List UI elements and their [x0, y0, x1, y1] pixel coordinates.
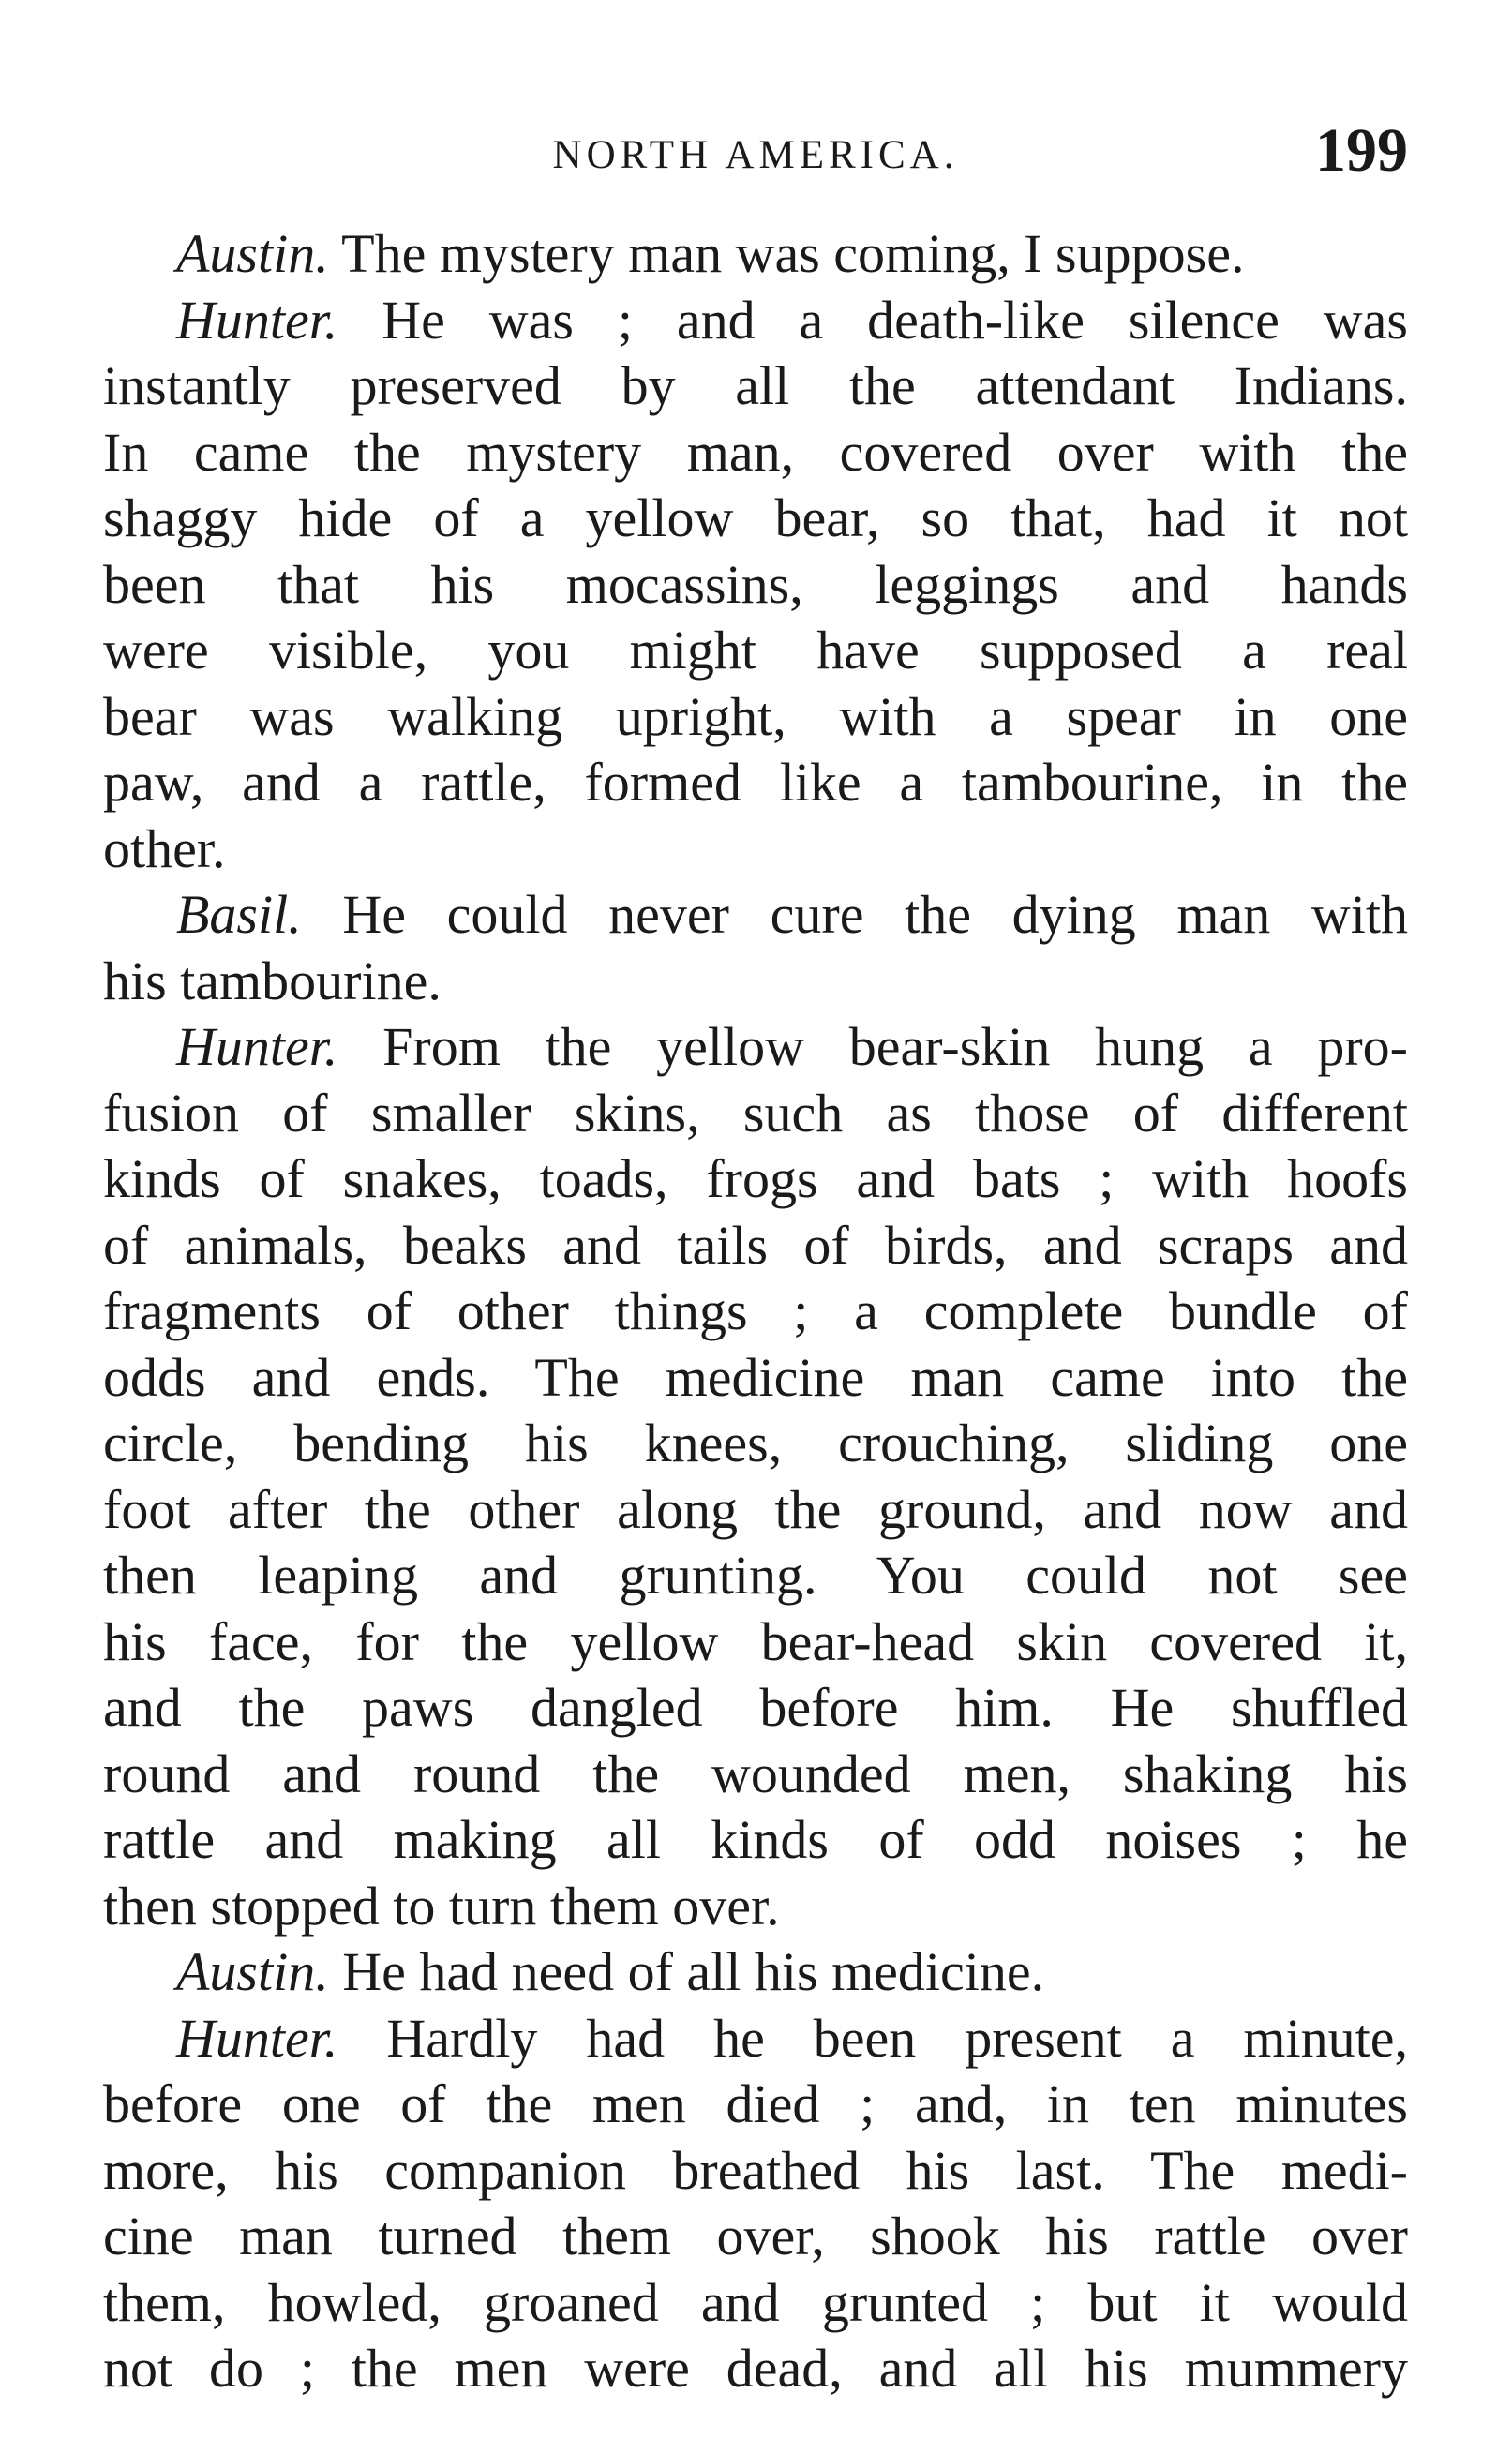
line-text: The mystery man was coming, I suppose. — [328, 223, 1245, 284]
text-line — [103, 2072, 1408, 2138]
speaker-name: Hunter. — [176, 1016, 338, 1077]
text-line — [103, 1543, 1408, 1609]
line-text: before one of the men died ; and, in ten minutes — [103, 2073, 1408, 2134]
text-line — [103, 221, 1408, 288]
text-line — [103, 1146, 1408, 1213]
line-text: He could never cure the dying man with — [301, 884, 1408, 945]
line-text: instantly preserved by all the attendant Indians. — [103, 355, 1408, 416]
line-text: then stopped to turn them over. — [103, 1875, 780, 1937]
text-line — [103, 1279, 1408, 1345]
body-text — [103, 221, 1408, 2402]
text-line — [103, 1345, 1408, 1412]
text-line — [103, 1081, 1408, 1147]
line-text: then leaping and grunting. You could not see — [103, 1545, 1408, 1606]
text-line — [103, 1609, 1408, 1676]
page-number: 199 — [1315, 116, 1408, 185]
line-text: He was ; and a death-like silence was — [337, 289, 1408, 351]
line-text: not do ; the men were dead, and all his mummery — [103, 2338, 1408, 2399]
line-text: of animals, beaks and tails of birds, and scraps and — [103, 1214, 1408, 1276]
text-line — [103, 1874, 1408, 1940]
line-text: shaggy hide of a yellow bear, so that, had it not — [103, 487, 1408, 548]
text-line — [103, 2270, 1408, 2337]
line-text: paw, and a rattle, formed like a tambourine, in the — [103, 752, 1408, 813]
text-line — [103, 2336, 1408, 2402]
text-line — [103, 353, 1408, 420]
line-text: From the yellow bear-skin hung a pro- — [337, 1016, 1408, 1077]
line-text: bear was walking upright, with a spear in one — [103, 685, 1408, 747]
text-line — [103, 1014, 1408, 1081]
text-line — [103, 1742, 1408, 1808]
text-line — [103, 2204, 1408, 2270]
line-text: kinds of snakes, toads, frogs and bats ; with hoofs — [103, 1148, 1408, 1209]
line-text: odds and ends. The medicine man came into the — [103, 1346, 1408, 1408]
speaker-name: Hunter. — [176, 2007, 338, 2069]
line-text: been that his mocassins, leggings and hands — [103, 553, 1408, 615]
text-line — [103, 486, 1408, 552]
line-text: fusion of smaller skins, such as those of different — [103, 1082, 1408, 1144]
speaker-name: Hunter. — [176, 289, 338, 351]
line-text: Hardly had he been present a minute, — [337, 2007, 1408, 2069]
text-line — [103, 1477, 1408, 1544]
text-line — [103, 882, 1408, 949]
line-text: them, howled, groaned and grunted ; but it would — [103, 2271, 1408, 2333]
line-text: his tambourine. — [103, 950, 442, 1011]
line-text: more, his companion breathed his last. The medi- — [103, 2139, 1408, 2201]
line-text: In came the mystery man, covered over with the — [103, 421, 1408, 483]
speaker-name: Austin. — [176, 223, 329, 284]
line-text: and the paws dangled before him. He shuffled — [103, 1677, 1408, 1738]
text-line — [103, 1807, 1408, 1874]
line-text: foot after the other along the ground, and now and — [103, 1478, 1408, 1540]
text-line — [103, 420, 1408, 486]
line-text: round and round the wounded men, shaking his — [103, 1742, 1408, 1804]
line-text: circle, bending his knees, crouching, sliding one — [103, 1413, 1408, 1473]
running-head — [103, 116, 1408, 195]
text-line — [103, 684, 1408, 751]
text-line — [103, 552, 1408, 619]
text-line — [103, 750, 1408, 816]
line-text: other. — [103, 817, 226, 879]
line-text: were visible, you might have supposed a real — [103, 620, 1408, 681]
line-text: fragments of other things ; a complete bundle of — [103, 1280, 1408, 1341]
line-text: rattle and making all kinds of odd noises ; he — [103, 1809, 1408, 1870]
text-line — [103, 1675, 1408, 1742]
line-text: He had need of all his medicine. — [328, 1941, 1045, 2002]
text-line — [103, 1213, 1408, 1279]
line-text: his face, for the yellow bear-head skin covered it, — [103, 1610, 1408, 1672]
running-title: NORTH AMERICA. — [552, 133, 959, 177]
text-line — [103, 2138, 1408, 2205]
text-line — [103, 2006, 1408, 2072]
text-line — [103, 949, 1408, 1015]
speaker-name: Austin. — [176, 1941, 329, 2002]
text-line — [103, 288, 1408, 354]
text-line — [103, 816, 1408, 883]
text-line — [103, 1411, 1408, 1477]
text-line — [103, 1939, 1408, 2006]
text-line — [103, 618, 1408, 684]
speaker-name: Basil. — [176, 884, 302, 945]
line-text: cine man turned them over, shook his rattle over — [103, 2206, 1408, 2266]
